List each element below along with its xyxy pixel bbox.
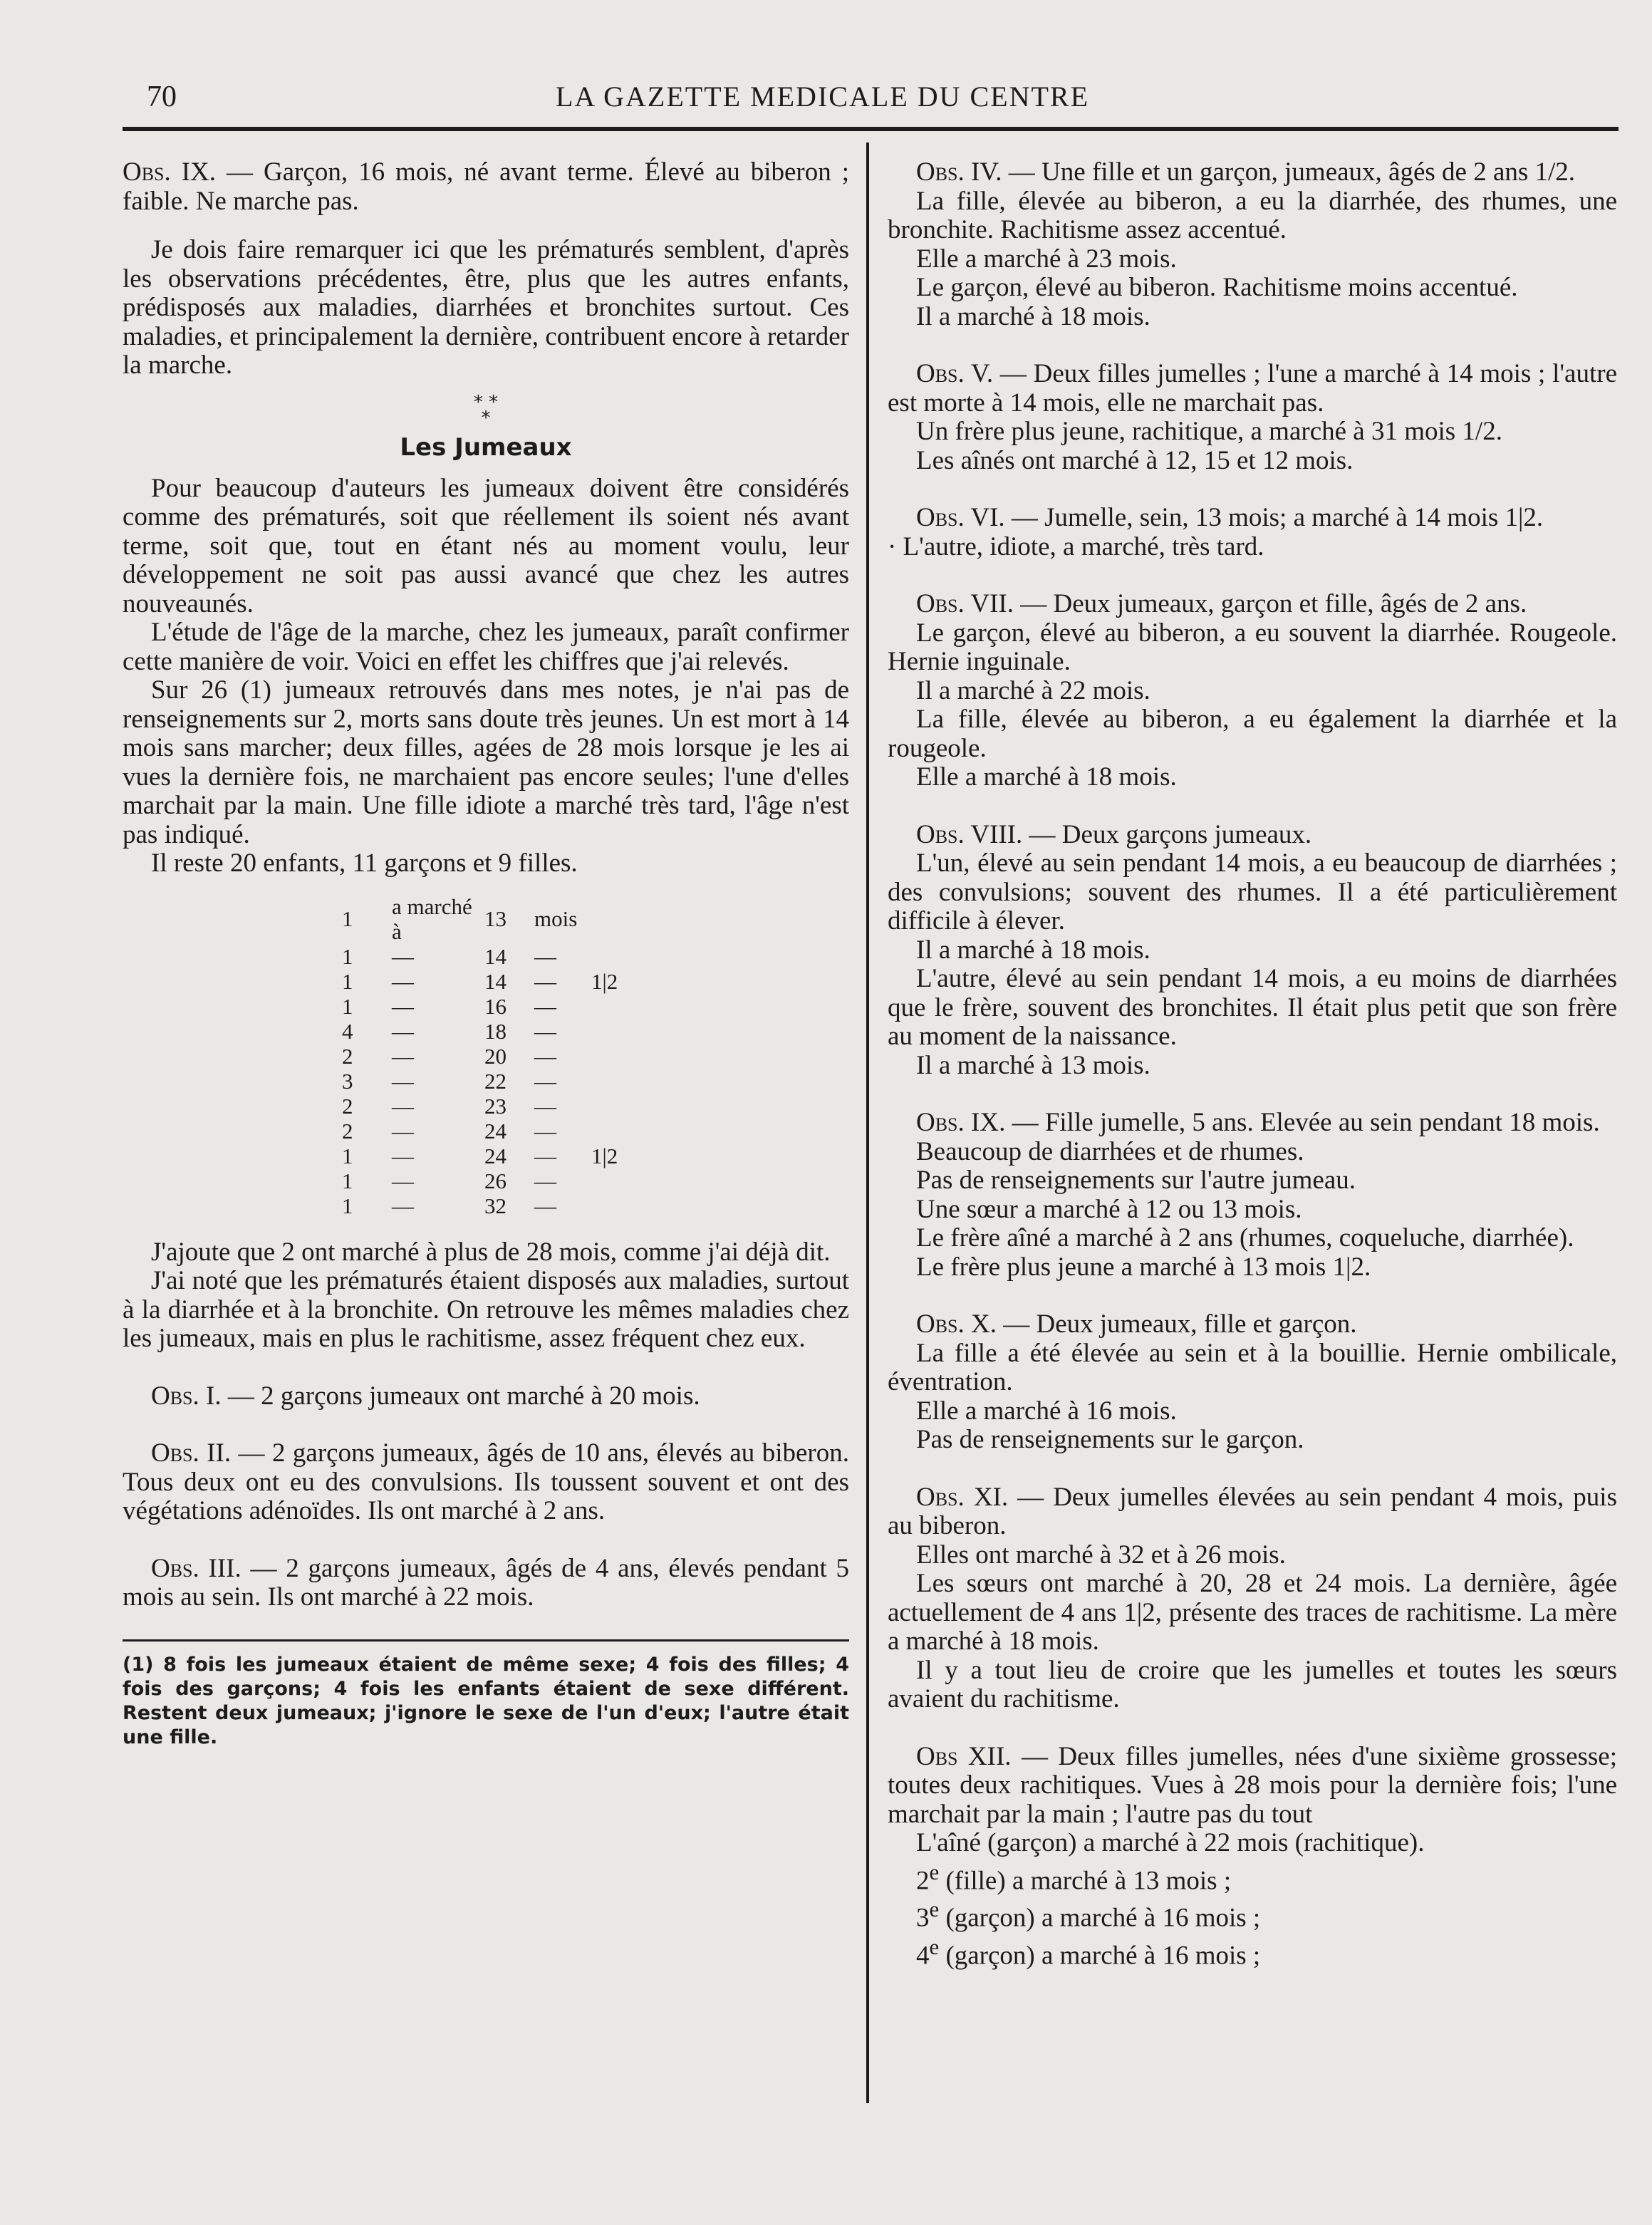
obs-line: La fille, élevée au biberon, a eu la diarrhée, des rhumes, une bronchite. Rachitisme assez accentué.: [888, 186, 1617, 244]
obs-text: — Deux filles jumelles, nées d'une sixième grossesse; toutes deux rachitiques. Vues à 28 mois pour la dernière fois; l'une marchait par la main ; l'autre pas du tout: [888, 1741, 1617, 1829]
obs-viii-paragraph: [888, 821, 1617, 850]
section-title: Les Jumeaux: [400, 432, 572, 462]
column-divider: [866, 142, 869, 2103]
obs-label: Obs. IX.: [123, 157, 217, 187]
section-stars: * * *: [473, 391, 499, 429]
table-row: [342, 1119, 634, 1143]
obs-label: Obs. VI.: [916, 503, 1005, 532]
obs-text: — Deux garçons jumeaux.: [1029, 819, 1312, 849]
obs-vi-paragraph: [888, 504, 1617, 533]
table-cell: [591, 1193, 634, 1218]
table-cell: —: [534, 1193, 556, 1218]
obs-line: Elles ont marché à 32 et à 26 mois.: [916, 1540, 1286, 1570]
ordinal-suffix: e: [929, 1935, 940, 1960]
table-cell: a marché à: [392, 893, 472, 944]
ordinal-suffix: e: [929, 1860, 940, 1884]
obs-text: — Jumelle, sein, 13 mois; a marché à 14 mois 1|2.: [1011, 503, 1544, 532]
obs-line: Il a marché à 13 mois.: [916, 1050, 1150, 1080]
table-cell: [591, 894, 634, 944]
table-cell: —: [392, 1018, 414, 1044]
table-cell: —: [392, 1043, 414, 1069]
table-cell: —: [534, 1018, 556, 1044]
obs-i-paragraph: [123, 1382, 849, 1411]
table-header-row: [342, 894, 634, 944]
table-cell: [591, 994, 634, 1019]
table-cell: 1: [342, 1193, 353, 1218]
obs-label: Obs XII.: [916, 1741, 1012, 1771]
obs-label: Obs. I.: [151, 1381, 222, 1411]
paragraph-auteurs: Pour beaucoup d'auteurs les jumeaux doivent être considérés comme des prématurés, soit que réellement ils soient nés avant terme, soit que, tout en étant nés au moment voulu, leur développement ne soit pas aussi avancé que chez les autres nouveaunés.: [123, 473, 849, 618]
table-cell: 1: [342, 968, 353, 994]
table-cell: 2: [342, 1118, 353, 1143]
table-cell: 24: [484, 1143, 506, 1168]
obs-iv-paragraph: [888, 158, 1617, 187]
table-cell: 14: [484, 968, 506, 994]
obs-ix-paragraph: [123, 158, 849, 216]
obs-label: Obs. III.: [151, 1553, 241, 1583]
obs-line: Les aînés ont marché à 12, 15 et 12 mois.: [916, 445, 1354, 475]
obs-line: Une sœur a marché à 12 ou 13 mois.: [916, 1194, 1302, 1224]
obs-iii-paragraph: [123, 1555, 849, 1612]
running-title: LA GAZETTE MEDICALE DU CENTRE: [556, 81, 1090, 113]
obs-line: Il a marché à 18 mois.: [916, 301, 1150, 331]
obs-line: Les sœurs ont marché à 20, 28 et 24 mois. La dernière, âgée actuellement de 4 ans 1|2, présente des traces de rachitisme. La mère a marché à 18 mois.: [888, 1569, 1617, 1656]
table-cell: 14: [484, 943, 506, 969]
obs-text: — Une fille et un garçon, jumeaux, âgés de 2 ans 1/2.: [1008, 157, 1576, 187]
table-cell: 18: [484, 1018, 506, 1044]
table-row: [342, 969, 634, 994]
table-row: [342, 1143, 634, 1168]
paragraph-sur26: Sur 26 (1) jumeaux retrouvés dans mes notes, je n'ai pas de renseignements sur 2, morts sans doute très jeunes. Un est mort à 14 mois sans marcher; deux filles, agées de 28 mois lorsque je les ai vues la dernière fois, ne marchaient pas encore seules; l'une d'elles marchait par la main. Une fille idiote a marché très tard, l'âge n'est pas indiqué.: [123, 675, 849, 849]
obs-line: Le garçon, élevé au biberon. Rachitisme moins accentué.: [916, 273, 1518, 302]
table-cell: —: [534, 968, 556, 994]
obs-line: Le frère aîné a marché à 2 ans (rhumes, coqueluche, diarrhée).: [916, 1223, 1574, 1252]
obs-line: [888, 1858, 1617, 1896]
table-cell: [591, 1168, 634, 1193]
table-cell: 1: [342, 993, 353, 1019]
table-cell: [591, 1044, 634, 1069]
obs-text: — 2 garçons jumeaux ont marché à 20 mois.: [227, 1381, 700, 1411]
obs-line: Elle a marché à 23 mois.: [916, 244, 1177, 274]
obs-label: Obs. IX.: [916, 1108, 1006, 1137]
obs-text: (garçon) a marché à 16 mois ;: [939, 1941, 1261, 1971]
obs-label: Obs. II.: [151, 1438, 232, 1468]
table-cell: 22: [484, 1068, 506, 1094]
obs-text: — 2 garçons jumeaux, âgés de 10 ans, élevés au biberon. Tous deux ont eu des convulsions. Ils toussent souvent et ont des végétations adénoïdes. Ils ont marché à 2 ans.: [123, 1438, 849, 1525]
paragraph-prematures: Je dois faire remarquer ici que les prématurés semblent, d'après les observations précédentes, être, plus que les autres enfants, prédisposés aux maladies, diarrhées et bronchites surtout. Ces maladies, et principalement la dernière, contribuent encore à retarder la marche.: [123, 235, 849, 380]
obs-line: L'un, élevé au sein pendant 14 mois, a eu beaucoup de diarrhées ; des convulsions; souvent des rhumes. Il a été particulièrement difficile à élever.: [888, 849, 1617, 935]
table-cell: 1: [342, 1143, 353, 1168]
obs-line: [888, 1895, 1617, 1933]
obs-line: Elle a marché à 16 mois.: [916, 1396, 1177, 1426]
obs-label: Obs. VII.: [916, 589, 1014, 618]
table-row: [342, 1069, 634, 1094]
table-cell: —: [392, 1068, 414, 1094]
paragraph-etude: L'étude de l'âge de la marche, chez les jumeaux, paraît confirmer cette manière de voir. Voici en effet les chiffres que j'ai relevés.: [123, 618, 849, 676]
table-cell: 1: [342, 943, 353, 969]
table-cell: [591, 1069, 634, 1094]
table-cell: —: [392, 943, 414, 969]
page-number: 70: [147, 81, 177, 113]
header-rule: [123, 127, 1619, 131]
table-row: [342, 1193, 634, 1218]
obs-text: — Deux jumeaux, fille et garçon.: [1003, 1309, 1357, 1339]
obs-x-paragraph: [888, 1310, 1617, 1339]
table-cell: 2: [342, 1093, 353, 1119]
table-row: [342, 994, 634, 1019]
table-cell: —: [392, 1168, 414, 1193]
table-cell: [591, 1019, 634, 1044]
obs-line: Il a marché à 22 mois.: [916, 675, 1150, 705]
paragraph-note: J'ai noté que les prématurés étaient disposés aux maladies, surtout à la diarrhée et à la bronchite. On retrouve les mêmes maladies chez les jumeaux, mais en plus le rachitisme, assez fréquent chez eux.: [123, 1266, 849, 1353]
obs-text: (garçon) a marché à 16 mois ;: [939, 1903, 1261, 1933]
obs-text: — Deux jumeaux, garçon et fille, âgés de 2 ans.: [1020, 589, 1527, 618]
obs-label: Obs. X.: [916, 1309, 997, 1339]
obs-text: — Deux jumelles élevées au sein pendant 4 mois, puis au biberon.: [888, 1482, 1617, 1540]
table-cell: 1: [342, 1168, 353, 1193]
table-cell: 2: [342, 1043, 353, 1069]
table-cell: 26: [484, 1168, 506, 1193]
footnote: (1) 8 fois les jumeaux étaient de même sexe; 4 fois des filles; 4 fois des garçons; 4 fois les enfants étaient de sexe différent. Restent deux jumeaux; j'ignore le sexe de l'un d'eux; l'autre était une fille.: [123, 1653, 849, 1748]
table-row: [342, 944, 634, 969]
table-cell: —: [534, 1043, 556, 1069]
table-cell: —: [392, 1193, 414, 1218]
obs-line: Le garçon, élevé au biberon, a eu souvent la diarrhée. Rougeole. Hernie inguinale.: [888, 618, 1617, 676]
right-column: [888, 158, 1617, 1971]
table-row: [342, 1019, 634, 1044]
table-cell: —: [534, 1143, 556, 1168]
obs-text: — Garçon, 16 mois, né avant terme. Élevé au biberon ; faible. Ne marche pas.: [123, 157, 849, 216]
obs-line: Il y a tout lieu de croire que les jumelles et toutes les sœurs avaient du rachitisme.: [888, 1655, 1617, 1713]
table-cell: 23: [484, 1093, 506, 1119]
obs-line: L'autre, élevé au sein pendant 14 mois, a eu moins de diarrhées que le frère, souvent des bronchites. Il était plus petit que son frère au moment de la naissance.: [888, 964, 1617, 1051]
left-column: [123, 158, 849, 1750]
obs-text: — Fille jumelle, 5 ans. Elevée au sein pendant 18 mois.: [1012, 1108, 1600, 1137]
walking-age-table: [342, 894, 634, 1218]
paragraph-ajoute: J'ajoute que 2 ont marché à plus de 28 mois, comme j'ai déjà dit.: [151, 1237, 831, 1267]
table-cell: —: [392, 993, 414, 1019]
obs-line: Elle a marché à 18 mois.: [916, 762, 1177, 792]
obs-label: Obs. IV.: [916, 157, 1002, 187]
table-cell: —: [534, 993, 556, 1019]
obs-label: Obs. V.: [916, 359, 994, 388]
obs-xii-paragraph: [888, 1743, 1617, 1830]
obs-line: Il a marché à 18 mois.: [916, 935, 1150, 965]
paragraph-reste: Il reste 20 enfants, 11 garçons et 9 filles.: [151, 849, 578, 878]
obs-line: Un frère plus jeune, rachitique, a marché à 31 mois 1/2.: [916, 417, 1502, 446]
obs-ix-right-paragraph: [888, 1109, 1617, 1138]
ordinal-number: 3: [916, 1903, 930, 1933]
table-cell: 1|2: [591, 968, 618, 994]
table-cell: 13: [484, 906, 506, 931]
table-cell: —: [392, 1093, 414, 1119]
obs-ii-paragraph: [123, 1439, 849, 1526]
obs-label: Obs. VIII.: [916, 819, 1023, 849]
obs-text: — 2 garçons jumeaux, âgés de 4 ans, élevés pendant 5 mois au sein. Ils ont marché à 22 mois.: [123, 1553, 849, 1612]
obs-line: La fille a été élevée au sein et à la bouillie. Hernie ombilicale, éventration.: [888, 1338, 1617, 1396]
table-cell: —: [534, 1168, 556, 1193]
obs-line: [888, 1933, 1617, 1971]
obs-text: — Deux filles jumelles ; l'une a marché à 14 mois ; l'autre est morte à 14 mois, elle ne marchait pas.: [888, 359, 1617, 417]
table-cell: [591, 944, 634, 969]
ordinal-number: 2: [916, 1865, 930, 1895]
table-cell: —: [392, 1118, 414, 1143]
obs-line: Beaucoup de diarrhées et de rhumes.: [916, 1136, 1304, 1166]
table-cell: mois: [534, 906, 578, 931]
obs-line: Pas de renseignements sur l'autre jumeau.: [916, 1166, 1356, 1195]
table-cell: 24: [484, 1118, 506, 1143]
table-cell: 20: [484, 1043, 506, 1069]
footnote-rule: [123, 1639, 849, 1641]
obs-line: Le frère plus jeune a marché à 13 mois 1|2.: [916, 1252, 1371, 1282]
obs-line: Pas de renseignements sur le garçon.: [916, 1425, 1304, 1454]
table-row: [342, 1044, 634, 1069]
obs-v-paragraph: [888, 360, 1617, 417]
table-cell: —: [392, 968, 414, 994]
table-cell: [591, 1119, 634, 1143]
table-row: [342, 1094, 634, 1119]
table-cell: 16: [484, 993, 506, 1019]
table-cell: 32: [484, 1193, 506, 1218]
table-cell: 4: [342, 1018, 353, 1044]
table-cell: 1|2: [591, 1143, 618, 1168]
obs-xi-paragraph: [888, 1483, 1617, 1541]
table-cell: —: [534, 1093, 556, 1119]
ordinal-number: 4: [916, 1941, 930, 1971]
obs-line: · L'autre, idiote, a marché, très tard.: [888, 531, 1264, 561]
table-cell: —: [534, 943, 556, 969]
table-cell: —: [392, 1143, 414, 1168]
obs-line: L'aîné (garçon) a marché à 22 mois (rachitique).: [916, 1828, 1425, 1857]
ordinal-suffix: e: [929, 1897, 940, 1922]
table-cell: 1: [342, 906, 353, 931]
table-cell: —: [534, 1068, 556, 1094]
obs-text: (fille) a marché à 13 mois ;: [939, 1865, 1232, 1895]
table-cell: 3: [342, 1068, 353, 1094]
table-row: [342, 1168, 634, 1193]
table-cell: [591, 1094, 634, 1119]
obs-label: Obs. XI.: [916, 1482, 1009, 1512]
obs-vii-paragraph: [888, 590, 1617, 619]
table-cell: —: [534, 1118, 556, 1143]
obs-line: La fille, élevée au biberon, a eu également la diarrhée et la rougeole.: [888, 705, 1617, 763]
